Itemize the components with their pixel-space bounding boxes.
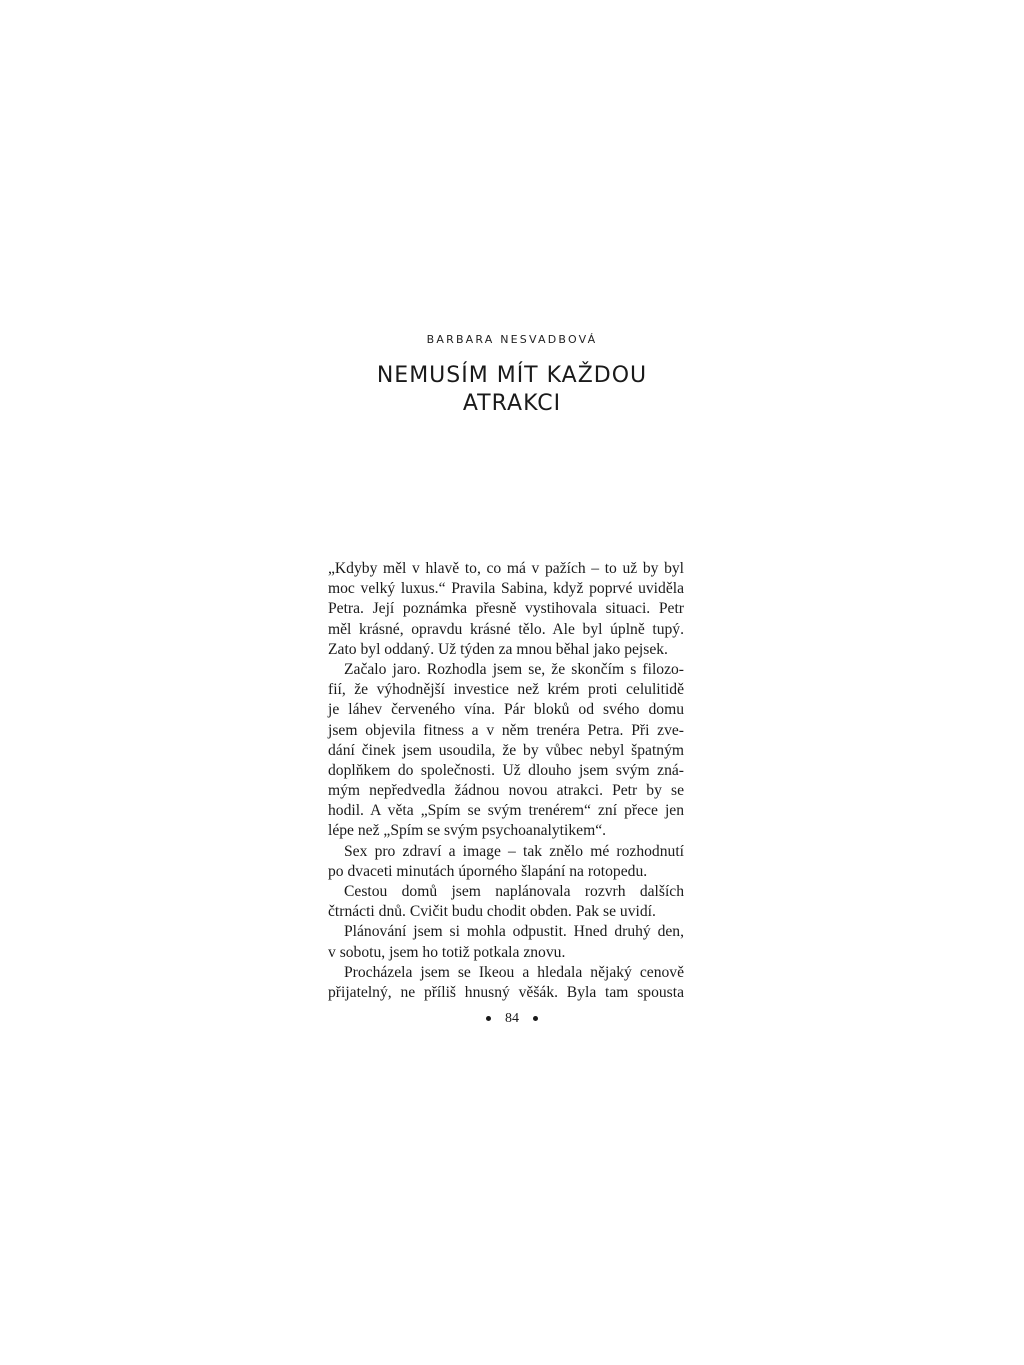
text-line: lépe než „Spím se svým psychoanalytikem“. [328, 822, 607, 840]
text-line: hodil. A věta „Spím se svým trenérem“ zní přece jen [328, 802, 684, 820]
text-line: doplňkem do společnosti. Už dlouho jsem svým zná- [328, 761, 684, 779]
chapter-title [0, 362, 1024, 418]
text-line: „Kdyby měl v hlavě to, co má v pažích – to už by byl [328, 560, 684, 577]
page-footer [0, 1011, 1024, 1027]
author-name: BARBARA NESVADBOVÁ [426, 333, 598, 346]
text-line: Začalo jaro. Rozhodla jsem se, že skončím s filozo- [344, 660, 684, 678]
chapter-title-line-1: NEMUSÍM MÍT KAŽDOU [376, 363, 648, 388]
chapter-title-line-2: ATRAKCI [462, 391, 562, 416]
text-line: čtrnácti dnů. Cvičit budu chodit obden. Pak se uvidí. [328, 903, 656, 921]
text-line: Zato byl oddaný. Už týden za mnou běhal jako pejsek. [328, 640, 668, 658]
text-line: Sex pro zdraví a image – tak znělo mé rozhodnutí [344, 842, 684, 860]
text-line: Petra. Její poznámka přesně vystihovala situaci. Petr [328, 600, 684, 618]
text-line: jsem objevila fitness a v něm trenéra Petra. Při zve- [328, 721, 684, 739]
text-line: Procházela jsem se Ikeou a hledala nějaký cenově [344, 963, 684, 981]
text-line: měl krásné, opravdu krásné tělo. Ale byl úplně tupý. [328, 620, 684, 638]
text-line: v sobotu, jsem ho totiž potkala znovu. [328, 943, 566, 961]
page-number: 84 [505, 1011, 519, 1026]
text-line: po dvaceti minutách úporného šlapání na rotopedu. [328, 862, 648, 880]
bullet-icon [533, 1016, 538, 1021]
text-line: mým nepředvedla žádnou novou atrakci. Petr by se [328, 782, 684, 800]
text-line: přijatelný, ne příliš hnusný věšák. Byla tam spousta [328, 983, 684, 1001]
text-line: Cestou domů jsem naplánovala rozvrh dalších [344, 883, 684, 900]
text-line: moc velký luxus.“ Pravila Sabina, když poprvé uviděla [328, 580, 684, 598]
body-text [328, 559, 684, 1003]
text-line: dání činek jsem usoudila, že by vůbec nebyl špatným [328, 741, 684, 759]
text-line: Plánování jsem si mohla odpustit. Hned druhý den, [344, 923, 684, 941]
text-line: je láhev červeného vína. Pár bloků od svého domu [328, 701, 684, 719]
text-line: fií, že výhodnější investice než krém proti celulitidě [328, 681, 684, 699]
bullet-icon [486, 1016, 491, 1021]
